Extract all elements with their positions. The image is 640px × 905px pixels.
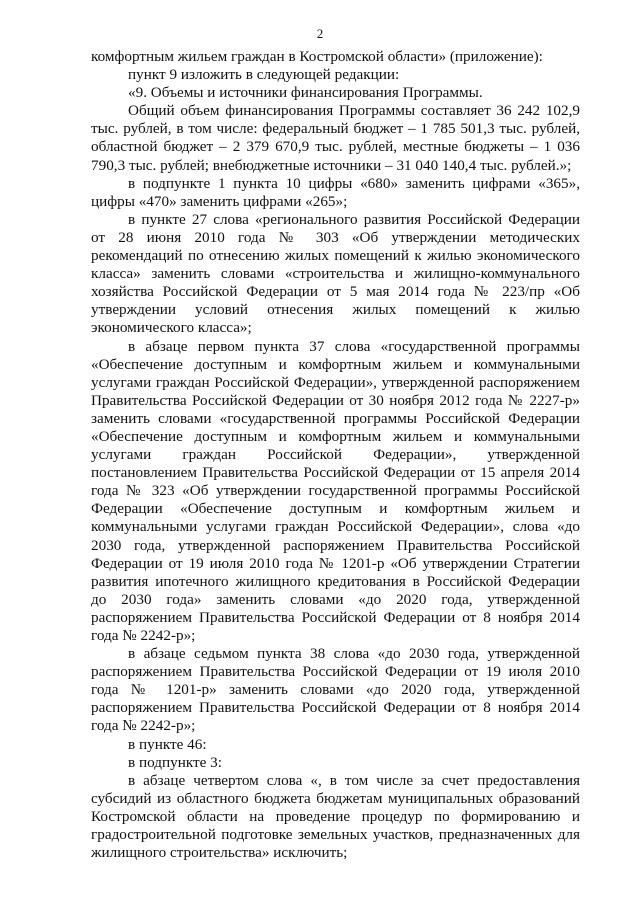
paragraph-subitem-3-change: в абзаце четвертом слова «, в том числе за счет предоставления субсидий из областного бюджета бюджетам муниципальных образований Костромской области на проведение процедур по формированию и градостроительной подготовке земельных участков, предназначенных для жилищного строительства» исключить;	[91, 771, 580, 862]
paragraph-subitem-3: в подпункте 3:	[128, 753, 222, 771]
page-number: 2	[316, 26, 324, 41]
paragraph-item-46: в пункте 46:	[128, 735, 207, 753]
paragraph-item-9-instruction: пункт 9 изложить в следующей редакции:	[128, 66, 400, 84]
paragraph-financing-totals: Общий объем финансирования Программы составляет 36 242 102,9 тыс. рублей, в том числе: федеральный бюджет – 1 785 501,3 тыс. рублей, областной бюджет – 2 379 670,9 тыс. рублей, местные бюджеты – 1 036 790,3 тыс. рублей; внебюджетные источники – 31 040 140,4 тыс. рублей.»;	[91, 102, 580, 174]
paragraph-section-9-heading: «9. Объемы и источники финансирования Программы.	[128, 84, 483, 102]
paragraph-item-27-change: в пункте 27 слова «регионального развития Российской Федерации от 28 июня 2010 года № 303 «Об утверждении методических рекомендаций по отнесению жилых помещений к жилью экономического класса» заменить словами «строительства и жилищно-коммунального хозяйства Российской Федерации от 5 мая 2014 года № 223/пр «Об утверждении условий отнесения жилых помещений к жилью экономического класса»;	[91, 210, 580, 337]
paragraph-continuation: комфортным жильем граждан в Костромской области» (приложение):	[91, 48, 543, 65]
paragraph-item-38-change: в абзаце седьмом пункта 38 слова «до 2030 года, утвержденной распоряжением Правительства Российской Федерации от 19 июля 2010 года № 1201-р» заменить словами «до 2020 года, утвержденной распоряжением Правительства Российской Федерации от 8 ноября 2014 года № 2242-р»;	[91, 645, 580, 735]
paragraph-item-37-change: в абзаце первом пункта 37 слова «государственной программы «Обеспечение доступным и комфортным жильем и коммунальными услугами граждан Российской Федерации», утвержденной распоряжением Правительства Российской Федерации от 30 ноября 2012 года № 2227-р» заменить словами «государственной программы Российской Федерации «Обеспечение доступным и комфортным жильем и коммунальными услугами граждан Российской Федерации», утвержденной постановлением Правительства Российской Федерации от 15 апреля 2014 года № 323 «Об утверждении государственной программы Российской Федерации «Обеспечение доступным и комфортным жильем и коммунальными услугами граждан Российской Федерации», слова «до 2030 года, утвержденной распоряжением Правительства Российской Федерации от 19 июля 2010 года № 1201-р «Об утверждении Стратегии развития ипотечного жилищного кредитования в Российской Федерации до 2030 года» заменить словами «до 2020 года, утвержденной распоряжением Правительства Российской Федерации от 8 ноября 2014 года № 2242-р»;	[91, 337, 580, 644]
paragraph-item-10-change: в подпункте 1 пункта 10 цифры «680» заменить цифрами «365», цифры «470» заменить цифрами «265»;	[91, 174, 580, 210]
document-body	[91, 48, 580, 862]
